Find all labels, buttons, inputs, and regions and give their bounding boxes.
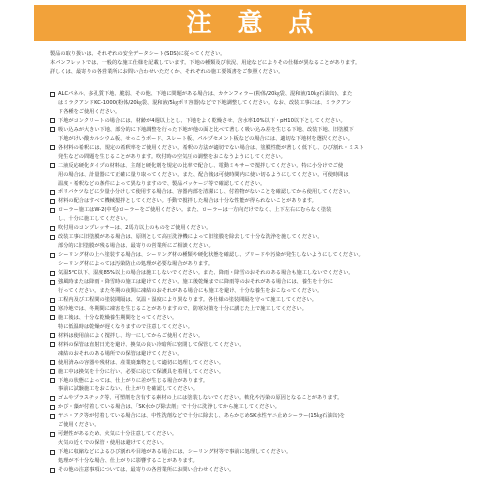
- notice-line: ローラー施工はW-2(中毛)ローラーをご使用ください。また、ローラーは一方向だけでなく、上下左右にむらなく塗装: [58, 207, 332, 214]
- notice-item: [50, 269, 460, 278]
- notice-item: [50, 126, 460, 144]
- notice-line: ご使用ください。: [58, 422, 100, 429]
- notice-item: [50, 412, 460, 430]
- notice-text: [58, 314, 460, 332]
- notice-line: 吸い込みが大きい下地、部分的に下地調整を行った下地が他の面と比べて著しく吸い込み差を生じる下地、改装下地、旧塗膜下: [58, 126, 354, 133]
- checkbox-icon: [50, 163, 55, 168]
- notice-item: [50, 117, 460, 126]
- notice-line: 寒冷地では、冬期間に凍害を生じることがありますので、防寒対策を十分に講じた上で施工してください。: [58, 305, 307, 312]
- notice-line: 施工後は、十分な乾燥養生期間をとってください。: [58, 314, 178, 321]
- notice-line: 二液反応硬化タイプの材料は、主剤と硬化剤を規定の比率で配合し、電動ミキサーで撹拌してください。特に小分けでご使: [58, 162, 344, 169]
- checkbox-icon: [50, 118, 55, 123]
- notice-line: 下地の状態によっては、仕上がりに差が生じる場合があります。: [58, 377, 209, 384]
- checkbox-icon: [50, 450, 55, 455]
- notice-line: 行ってください。また冬期の夜間に凍結のおそれがある場合にも施工を避け、十分な養生をおこなってください。: [58, 287, 323, 294]
- notice-line: ゴムやプラスチック等、可塑剤を含有する素材の上には塗装しないでください。軟化や汚染の原因となることがあります。: [58, 395, 343, 402]
- notice-text: [58, 278, 460, 296]
- page-title: 注意点: [186, 8, 340, 37]
- checkbox-icon: [50, 127, 55, 132]
- notice-line: 特に低温時は乾燥が遅くなりますので注意してください。: [58, 323, 193, 330]
- checkbox-icon: [50, 145, 55, 150]
- notice-text: [58, 269, 460, 278]
- notice-line: 工程内及び工程間の塗装間隔は、気温・湿度により異なります。各仕様の塗装間隔を守って施工してください。: [58, 296, 317, 303]
- notice-text: [58, 188, 460, 197]
- checkbox-icon: [50, 271, 55, 276]
- notice-item: [50, 332, 460, 341]
- notice-text: [58, 341, 460, 359]
- notice-text: [58, 296, 460, 305]
- notice-line: 事前に試験施工をおこない、仕上がりを確認してください。: [58, 386, 199, 393]
- notice-line: 材料の保管は直射日光を避け、換気の良い冷暗所に密閉して保管してください。: [58, 341, 245, 348]
- notice-item: [50, 359, 460, 368]
- checkbox-icon: [50, 342, 55, 347]
- notice-text: [58, 448, 460, 466]
- notice-text: [58, 403, 460, 412]
- notice-line: 吹付用のコンプレッサーは、2馬力以上のものをご使用ください。: [58, 225, 212, 232]
- checkbox-icon: [50, 396, 55, 401]
- notice-text: [58, 305, 460, 314]
- notice-line: 強風時または降雨・降雪時の施工は避けてください。施工後乾燥までに降雨等のおそれがある場合には、養生を十分に: [58, 279, 333, 286]
- notice-text: [58, 359, 460, 368]
- checkbox-icon: [50, 369, 55, 374]
- intro-line: 製品の取り扱いは、それぞれの安全データシート(SDS)に従ってください。: [50, 51, 226, 57]
- notice-text: [58, 430, 460, 448]
- notice-line: 施工中は換気を十分に行い、必要に応じて保護具を着用してください。: [58, 368, 225, 375]
- notice-text: [58, 90, 460, 117]
- notice-line: ヤニ・アク等が付着している場合には、中性洗剤などで十分に除去し、あらかじめSK水性ヤニ止めシーラー(15㎏石油缶)を: [58, 413, 345, 420]
- checkbox-icon: [50, 315, 55, 320]
- notice-item: [50, 162, 460, 189]
- notice-text: [58, 197, 460, 206]
- notice-item: [50, 188, 460, 197]
- notice-text: [58, 377, 460, 395]
- notice-text: [58, 251, 460, 269]
- notice-item: [50, 305, 460, 314]
- notice-line: ド各種をご使用ください。: [58, 108, 121, 115]
- notice-line: 下地がコンクリートの場合には、材齢が4週以上とし、下地をよく乾燥させ、含水率10%以下・pH10以下としてください。: [58, 117, 346, 124]
- notice-item: [50, 251, 460, 269]
- checkbox-icon: [50, 414, 55, 419]
- checkbox-icon: [50, 199, 55, 204]
- notice-item: [50, 377, 460, 395]
- notice-item: [50, 314, 460, 332]
- notice-line: ALCパネル、多孔質下地、脆弱、その他、下地に問題がある場合は、カケンフィラー(粉体/20㎏袋、混和液/10㎏石油缶)、また: [58, 91, 353, 97]
- notice-text: [58, 412, 460, 430]
- checkbox-icon: [50, 360, 55, 365]
- notice-line: 可燃性があるため、火気に十分注意してください。: [58, 431, 178, 438]
- notice-text: [58, 117, 460, 126]
- notice-text: [58, 126, 460, 144]
- notice-line: 部分的に旧塗膜が残る場合は、最寄りの営業所にご相談ください。: [58, 243, 214, 250]
- notice-item: [50, 430, 460, 448]
- notice-line: その他の注意事項については、最寄りの各営業所にお問い合わせください。: [58, 467, 235, 474]
- notice-line: 温度・希釈などの条件によって異なりますので、製品パッケージ等で確認してください。: [58, 180, 266, 187]
- notice-item: [50, 296, 460, 305]
- notice-line: 用の場合は、計量器にて正確に量り取ってください。また、配合後は可使時間内に使い切るようにしてください。可使時間は: [58, 171, 349, 178]
- notice-text: [58, 206, 460, 224]
- notice-item: [50, 90, 460, 117]
- notice-text: [58, 394, 460, 403]
- notice-line: 下地がけい酸カルシウム板、せっこうボード、スレート板、パルプセメント板などの場合には、適切な下地材を選択ください。: [58, 135, 353, 142]
- notice-item: [50, 144, 460, 162]
- notice-line: 各材料の希釈には、規定の希釈率をご使用ください。希釈の方法が適切でない場合は、塗膜性能が著しく低下し、ひび割れ・ミスト: [58, 144, 365, 151]
- checkbox-icon: [50, 378, 55, 383]
- notice-item: [50, 466, 460, 475]
- notice-list: [50, 90, 460, 475]
- notice-line: 下地に収縮などによるひび割れや目地がある場合には、シーリング材等で事前に処理してください。: [58, 449, 292, 456]
- notice-text: [58, 224, 460, 233]
- checkbox-icon: [50, 405, 55, 410]
- notice-line: し、十分に施工してください。: [58, 216, 131, 223]
- notice-line: はミラクアンドKC-1000(粉体/20㎏袋、混和液/5㎏ポリ容器)などで下地調整してください。なお、改装工事には、ミラクアン: [58, 99, 352, 106]
- checkbox-icon: [50, 226, 55, 231]
- notice-line: 使用済みの容器や残材は、産業廃棄物として適切に処理してください。: [58, 359, 225, 366]
- notice-item: [50, 368, 460, 377]
- notice-text: [58, 162, 460, 189]
- notice-item: [50, 233, 460, 251]
- notice-text: [58, 233, 460, 251]
- notice-item: [50, 403, 460, 412]
- notice-line: 凍結のおそれのある場所での保管は避けてください。: [58, 350, 183, 357]
- notice-line: 気温5℃以下、湿度85%以上の場合は施工しないでください。また、降雨・降雪のおそれのある場合も施工しないでください。: [58, 270, 354, 277]
- checkbox-icon: [50, 306, 55, 311]
- notice-item: [50, 341, 460, 359]
- checkbox-icon: [50, 190, 55, 195]
- notice-line: シーリング材によっては汚染防止の処理が必要な場合があります。: [58, 261, 214, 268]
- notice-line: 材料は使用前によく撹拌し、均一にしてからご使用ください。: [58, 332, 204, 339]
- notice-line: 改装工事に旧塗膜がある場合は、原則として高圧洗浄機によって旧塗膜を除去して十分な洗浄を施してください。: [58, 234, 323, 241]
- document-body: [50, 50, 460, 475]
- notice-text: [58, 332, 460, 341]
- checkbox-icon: [50, 432, 55, 437]
- checkbox-icon: [50, 333, 55, 338]
- notice-item: [50, 206, 460, 224]
- intro-paragraph: [50, 50, 460, 77]
- notice-item: [50, 224, 460, 233]
- notice-line: シーリング材の上へ塗装する場合は、シーリング材の種類や硬化状態を確認し、ブリードや汚染が発生しないようにしてください。: [58, 252, 364, 259]
- notice-item: [50, 278, 460, 296]
- notice-item: [50, 394, 460, 403]
- checkbox-icon: [50, 253, 55, 258]
- checkbox-icon: [50, 468, 55, 473]
- notice-item: [50, 197, 460, 206]
- notice-text: [58, 466, 460, 475]
- notice-text: [58, 368, 460, 377]
- notice-line: 発生などの問題を生じることがあります。吹付時の空気圧の調整をおこなうようにしてください。: [58, 153, 286, 160]
- intro-line: 本パンフレットでは、一般的な施工仕様を記載しています。下地の種類及び状況、用途などによりその仕様が異なることがあります。: [50, 60, 361, 66]
- checkbox-icon: [50, 298, 55, 303]
- notice-line: ポリバケツなどに少量小分けして使用する場合は、容器内部を清潔にし、付着物がないことを確認してから使用してください。: [58, 189, 354, 196]
- header-banner: [34, 5, 466, 41]
- notice-line: かび・藻が付着している場合は、「SK水かび除去剤」で十分に洗浄してから施工してください。: [58, 404, 280, 411]
- checkbox-icon: [50, 280, 55, 285]
- checkbox-icon: [50, 208, 55, 213]
- notice-line: 火気の近くでの保管・使用は避けてください。: [58, 440, 167, 447]
- notice-line: 材料の配合はすべて機械撹拌としてください。手動で撹拌した場合は十分な性能が得られないことがあります。: [58, 198, 317, 205]
- notice-text: [58, 144, 460, 162]
- checkbox-icon: [50, 92, 55, 97]
- notice-line: 処理が不十分な場合、仕上がりに影響することがあります。: [58, 458, 198, 465]
- notice-item: [50, 448, 460, 466]
- intro-line: 詳しくは、最寄りの各営業所にお問い合わせいただくか、それぞれの施工要領書をご参照ください。: [50, 69, 284, 75]
- checkbox-icon: [50, 235, 55, 240]
